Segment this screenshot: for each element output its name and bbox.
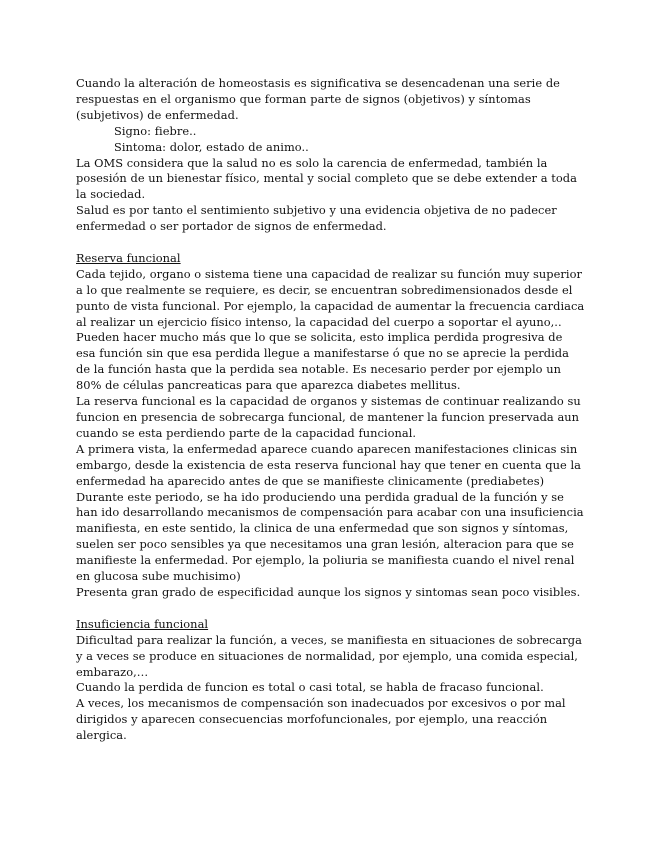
reserva-paragraph-3: La reserva funcional es la capacidad de organos y sistemas de continuar realizando su funcion en presencia de sobrecarga funcional, de mantener la funcion preservada aun cuando se esta perdiendo parte de la capacidad funcional. xyxy=(76,394,581,440)
spacer xyxy=(76,601,585,617)
insuficiencia-paragraph-3: A veces, los mecanismos de compensación son inadecuados por excesivos o por mal dirigidos y aparecen consecuencias morfofuncionales, por ejemplo, una reacción alergica. xyxy=(76,696,566,743)
sintoma-line: Sintoma: dolor, estado de animo.. xyxy=(114,139,309,154)
intro-paragraph-3: Salud es por tanto el sentimiento subjetivo y una evidencia objetiva de no padecer enfermedad o ser portador de signos de enfermedad. xyxy=(76,203,557,234)
reserva-paragraph-4: A primera vista, la enfermedad aparece cuando aparecen manifestaciones clinicas sin embargo, desde la existencia de esta reserva funcional hay que tener en cuenta que la enfermedad ha aparecido antes de que se manifieste clinicamente (prediabetes) xyxy=(76,441,582,488)
section-heading-reserva: Reserva funcional xyxy=(76,250,181,265)
section-heading-insuficiencia: Insuficiencia funcional xyxy=(76,616,209,631)
insuficiencia-paragraph-1: Dificultad para realizar la función, a veces, se manifiesta en situaciones de sobrecarga y a veces se produce en situaciones de normalidad, por ejemplo, una comida especial, embarazo,… xyxy=(76,632,582,679)
spacer xyxy=(76,235,585,251)
reserva-paragraph-1: Cada tejido, organo o sistema tiene una capacidad de realizar su función muy superior a lo que realmente se requiere, es decir, se encuentran sobredimensionados desde el punto de vista funcional. Por ejemplo, la capacidad de aumentar la frecuencia cardiaca al realizar un ejercicio físico intenso, la capacidad del cuerpo a soportar el ayuno,.. xyxy=(76,266,585,329)
insuficiencia-paragraph-2: Cuando la perdida de funcion es total o casi total, se habla de fracaso funcional. xyxy=(76,680,544,695)
reserva-paragraph-2: Pueden hacer mucho más que lo que se solicita, esto implica perdida progresiva de esa función sin que esa perdida llegue a manifestarse ó que no se aprecie la perdida de la función hasta que la perdida sea notable. Es necesario perder por ejemplo un 80% de células pancreaticas para que aparezca diabetes mellitus. xyxy=(76,330,569,393)
reserva-paragraph-6: Presenta gran grado de especificidad aunque los signos y sintomas sean poco visibles. xyxy=(76,584,581,599)
reserva-paragraph-5: Durante este periodo, se ha ido produciendo una perdida gradual de la función y se han ido desarrollando mecanismos de compensación para acabar con una insuficiencia manifiesta, en este sentido, la clinica de una enfermedad que son signos y síntomas, suelen ser poco sensibles ya que necesitamos una gran lesión, alteracion para que se manifieste la enfermedad. Por ejemplo, la poliuria se manifiesta cuando el nivel renal en glucosa sube muchisimo) xyxy=(76,489,584,584)
signo-line: Signo: fiebre.. xyxy=(114,123,197,138)
intro-paragraph-2: La OMS considera que la salud no es solo la carencia de enfermedad, también la posesión de un bienestar físico, mental y social completo que se debe extender a toda la sociedad. xyxy=(76,155,577,202)
intro-paragraph-1: Cuando la alteración de homeostasis es significativa se desencadenan una serie de respuestas en el organismo que forman parte de signos (objetivos) y síntomas (subjetivos) de enfermedad. xyxy=(76,76,560,122)
